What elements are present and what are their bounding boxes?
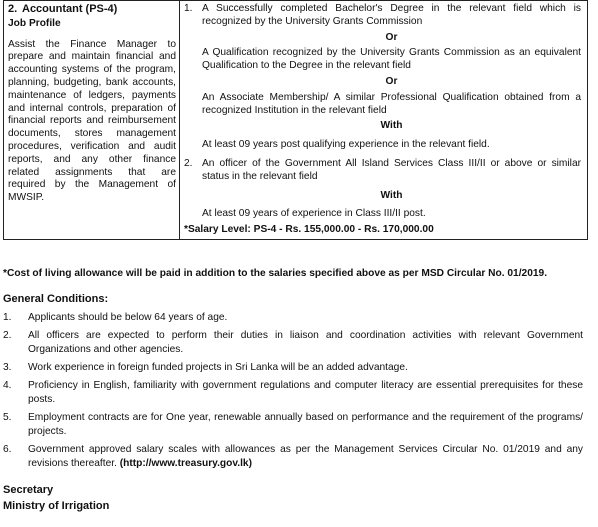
- condition-number: 2.: [3, 330, 12, 341]
- position-row: [4, 1, 588, 240]
- condition-item: [3, 329, 583, 357]
- or-separator-2: Or: [385, 75, 398, 87]
- condition-number: 3.: [3, 362, 12, 373]
- job-profile-cell: [4, 1, 180, 240]
- qualification-1b-text: A Qualification recognized by the University Grants Commission as an equivalent Qualification to the Degree in the relevant field: [202, 47, 581, 72]
- condition-text: All officers are expected to perform their duties in liaison and coordination activities with relevant Government Organizations and other agencies.: [28, 330, 583, 355]
- job-profile-heading: Job Profile: [8, 17, 61, 29]
- qualification-2: [184, 158, 581, 184]
- qualifications-cell: [180, 1, 588, 240]
- with-separator-2: With: [380, 189, 403, 201]
- qualification-2-experience: At least 09 years of experience in Class III/II post.: [202, 208, 426, 220]
- qualification-2-number: 2.: [184, 157, 193, 169]
- qualification-1c-text: An Associate Membership/ A similar Professional Qualification obtained from a recognized Institution in the relevant field: [202, 91, 581, 116]
- general-conditions-list: [3, 311, 583, 475]
- condition-item: [3, 411, 583, 439]
- condition-text: Work experience in foreign funded projects in Sri Lanka will be an added advantage.: [28, 362, 408, 373]
- position-title-text: Accountant (PS-4): [22, 3, 118, 15]
- signature-ministry: Ministry of Irrigation: [3, 500, 110, 512]
- condition-item: [3, 311, 583, 325]
- qualification-1-text: A Successfully completed Bachelor's Degree in the relevant field which is recognized by the University Grants Commission: [202, 3, 581, 27]
- condition-item: [3, 379, 583, 407]
- qualification-1-experience: At least 09 years post qualifying experience in the relevant field.: [202, 139, 490, 151]
- condition-number: 6.: [3, 444, 12, 455]
- qualification-2-text: An officer of the Government All Island Services Class III/II or above or similar status in the relevant field: [202, 157, 581, 182]
- condition-text-body: Government approved salary scales with allowances as per the Management Services Circular No. 01/2019 and any revisions thereafter.: [28, 444, 583, 469]
- condition-text: [28, 443, 583, 471]
- with-separator-1: With: [380, 120, 403, 132]
- condition-number: 5.: [3, 412, 12, 423]
- or-separator-1: Or: [385, 31, 398, 43]
- condition-text: Applicants should be below 64 years of age.: [28, 312, 228, 323]
- salary-level: *Salary Level: PS-4 - Rs. 155,000.00 - Rs. 170,000.00: [184, 224, 434, 236]
- treasury-url-link[interactable]: (http://www.treasury.gov.lk): [119, 458, 252, 469]
- qualification-1: [184, 3, 581, 29]
- condition-item: [3, 443, 583, 471]
- condition-text: Proficiency in English, familiarity with government regulations and computer literacy are essential prerequisites for these posts.: [28, 380, 583, 405]
- qualification-1-number: 1.: [184, 3, 193, 14]
- position-table: [3, 0, 588, 240]
- general-conditions-heading: General Conditions:: [3, 293, 109, 305]
- job-profile-text: Assist the Finance Manager to prepare and maintain financial and accounting systems of the program, planning, budgeting, bank accounts, maintenance of ledgers, payments and internal controls, preparation of financial reports and reimbursement documents, stores management procedures, verification and audit reports, and any other finance related assignments that are required by the Management of MWSIP.: [8, 38, 176, 204]
- condition-number: 1.: [3, 312, 12, 323]
- condition-number: 4.: [3, 380, 12, 391]
- cost-of-living-note: *Cost of living allowance will be paid in addition to the salaries specified above as per MSD Circular No. 01/2019.: [3, 268, 548, 279]
- condition-item: [3, 361, 583, 375]
- condition-text: Employment contracts are for One year, renewable annually based on performance and the requirement of the programs/ projects.: [28, 412, 583, 437]
- position-title: [8, 3, 176, 16]
- position-number: 2.: [8, 3, 18, 15]
- signature-title: Secretary: [3, 484, 54, 496]
